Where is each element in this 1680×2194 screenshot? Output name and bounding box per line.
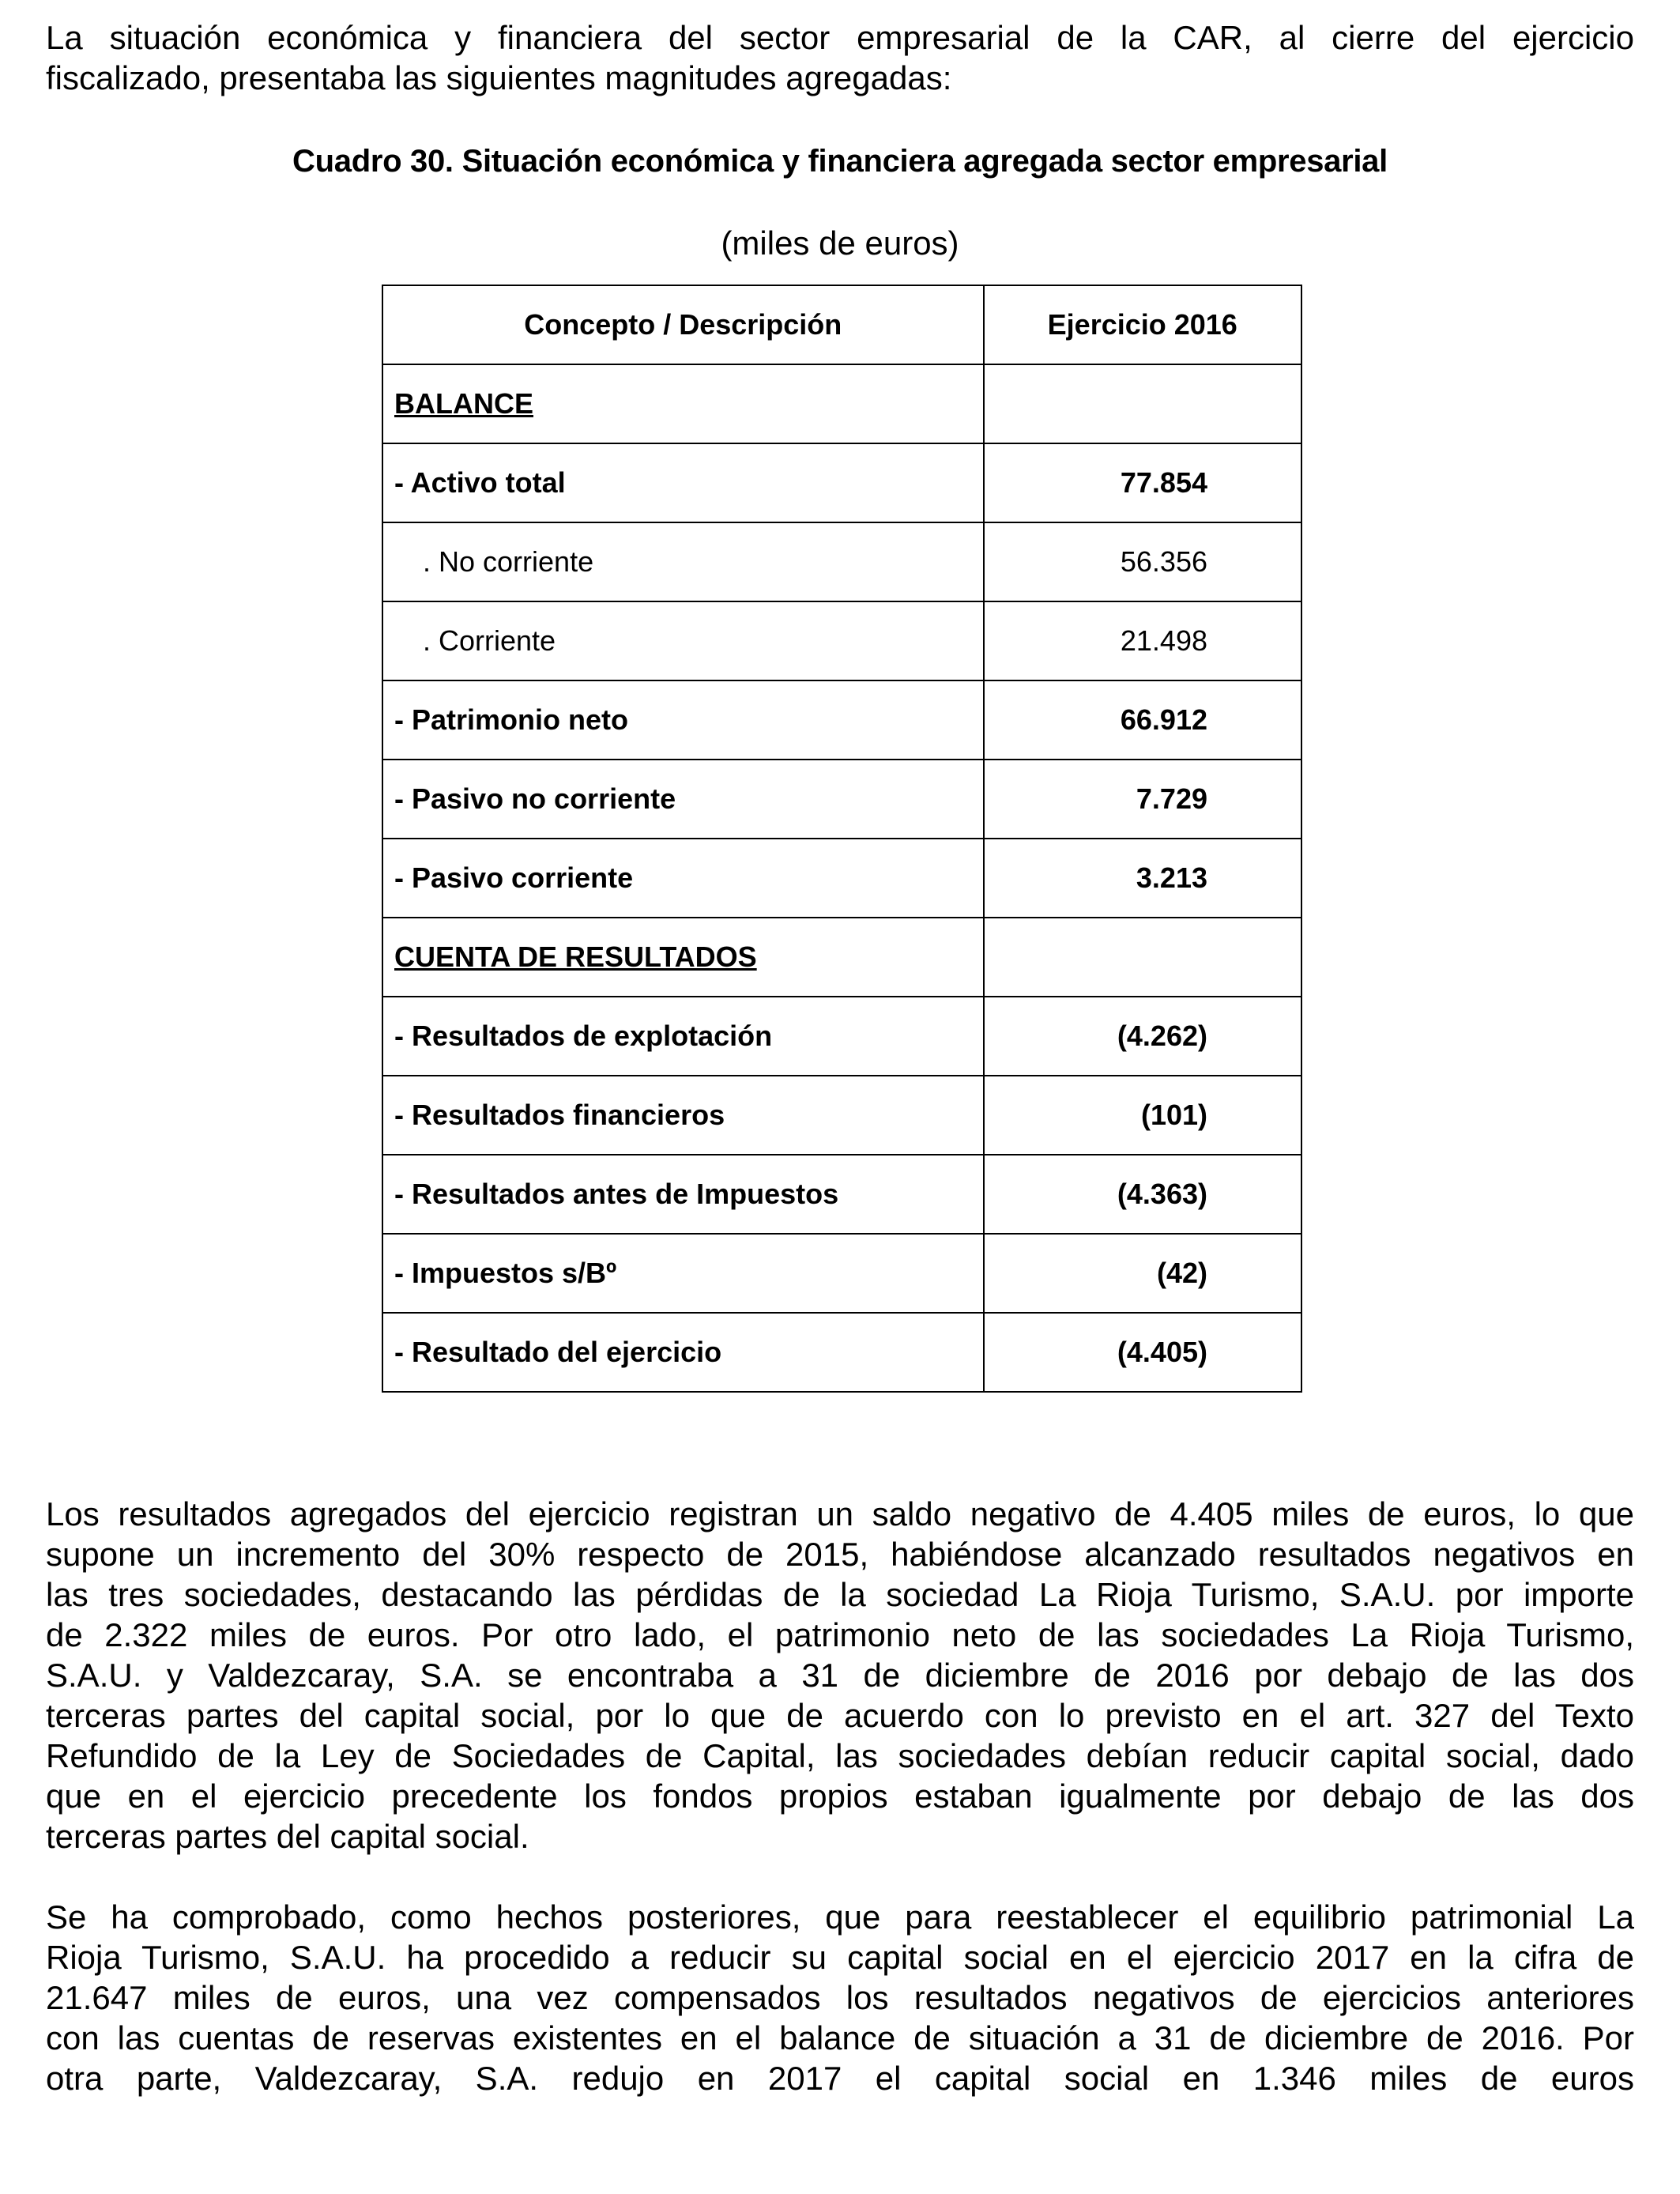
row-value: 21.498 bbox=[984, 601, 1302, 680]
row-label: - Resultado del ejercicio bbox=[382, 1313, 984, 1392]
table-units: (miles de euros) bbox=[721, 224, 959, 262]
row-value: (4.363) bbox=[984, 1155, 1302, 1234]
row-value bbox=[984, 918, 1302, 997]
row-label: - Resultados de explotación bbox=[382, 997, 984, 1076]
paragraph-results bbox=[46, 1494, 1634, 1857]
row-value: (4.262) bbox=[984, 997, 1302, 1076]
table-row bbox=[382, 1155, 1301, 1234]
paragraph-line: Los resultados agregados del ejercicio registran un saldo negativo de 4.405 miles de euros, lo que bbox=[46, 1495, 1634, 1532]
intro-line: fiscalizado, presentaba las siguientes magnitudes agregadas: bbox=[46, 59, 952, 96]
paragraph-subsequent-events bbox=[46, 1897, 1634, 2098]
section-label-balance: BALANCE bbox=[394, 387, 533, 420]
row-label: - Patrimonio neto bbox=[382, 680, 984, 760]
table-row bbox=[382, 1313, 1301, 1392]
row-value: 66.912 bbox=[984, 680, 1302, 760]
section-label-resultados: CUENTA DE RESULTADOS bbox=[394, 941, 757, 973]
paragraph-line: S.A.U. y Valdezcaray, S.A. se encontraba a 31 de diciembre de 2016 por debajo de las dos bbox=[46, 1657, 1634, 1694]
paragraph-line: terceras partes del capital social, por lo que de acuerdo con lo previsto en el art. 327 del Texto bbox=[46, 1697, 1634, 1734]
row-label: - Pasivo corriente bbox=[382, 839, 984, 918]
paragraph-line: Se ha comprobado, como hechos posteriores, que para reestablecer el equilibrio patrimonial La bbox=[46, 1898, 1634, 1936]
body-text bbox=[46, 1494, 1634, 2098]
table-row bbox=[382, 760, 1301, 839]
paragraph-line: Rioja Turismo, S.A.U. ha procedido a reducir su capital social en el ejercicio 2017 en la cifra de bbox=[46, 1939, 1634, 1976]
paragraph-line: las tres sociedades, destacando las pérdidas de la sociedad La Rioja Turismo, S.A.U. por importe bbox=[46, 1576, 1634, 1613]
table-row bbox=[382, 997, 1301, 1076]
table-row bbox=[382, 918, 1301, 997]
table-row bbox=[382, 522, 1301, 601]
header-concept: Concepto / Descripción bbox=[382, 285, 984, 364]
paragraph-line: otra parte, Valdezcaray, S.A. redujo en 2017 el capital social en 1.346 miles de euros bbox=[46, 2060, 1634, 2097]
row-value: 77.854 bbox=[984, 443, 1302, 522]
row-label: . No corriente bbox=[382, 522, 984, 601]
row-value: 56.356 bbox=[984, 522, 1302, 601]
row-label: - Activo total bbox=[382, 443, 984, 522]
table-row bbox=[382, 364, 1301, 443]
row-label: - Resultados antes de Impuestos bbox=[382, 1155, 984, 1234]
table-caption: Cuadro 30. Situación económica y financiera agregada sector empresarial bbox=[292, 144, 1388, 179]
table-row bbox=[382, 680, 1301, 760]
table-row bbox=[382, 443, 1301, 522]
header-year: Ejercicio 2016 bbox=[984, 285, 1302, 364]
paragraph-line: que en el ejercicio precedente los fondos propios estaban igualmente por debajo de las dos bbox=[46, 1777, 1634, 1815]
financial-table bbox=[382, 285, 1302, 1393]
document-page bbox=[46, 17, 1634, 2097]
table-row bbox=[382, 601, 1301, 680]
row-label: . Corriente bbox=[382, 601, 984, 680]
paragraph-line: de 2.322 miles de euros. Por otro lado, el patrimonio neto de las sociedades La Rioja Turismo, bbox=[46, 1616, 1634, 1653]
table-row bbox=[382, 1076, 1301, 1155]
paragraph-line: 21.647 miles de euros, una vez compensados los resultados negativos de ejercicios anteriores bbox=[46, 1979, 1634, 2016]
table-row bbox=[382, 1234, 1301, 1313]
row-value bbox=[984, 364, 1302, 443]
row-label: - Impuestos s/Bº bbox=[382, 1234, 984, 1313]
table-header-row bbox=[382, 285, 1301, 364]
row-label: - Resultados financieros bbox=[382, 1076, 984, 1155]
paragraph-line: terceras partes del capital social. bbox=[46, 1818, 529, 1855]
intro-line: La situación económica y financiera del sector empresarial de la CAR, al cierre del ejercicio bbox=[46, 19, 1634, 56]
row-value: 3.213 bbox=[984, 839, 1302, 918]
row-value: (4.405) bbox=[984, 1313, 1302, 1392]
row-value: 7.729 bbox=[984, 760, 1302, 839]
paragraph-line: supone un incremento del 30% respecto de 2015, habiéndose alcanzado resultados negativos en bbox=[46, 1536, 1634, 1573]
paragraph-line: Refundido de la Ley de Sociedades de Capital, las sociedades debían reducir capital social, dado bbox=[46, 1737, 1634, 1774]
table-row bbox=[382, 839, 1301, 918]
paragraph-line: con las cuentas de reservas existentes en el balance de situación a 31 de diciembre de 2016. Por bbox=[46, 2019, 1634, 2056]
row-label: - Pasivo no corriente bbox=[382, 760, 984, 839]
row-value: (42) bbox=[984, 1234, 1302, 1313]
intro-paragraph bbox=[46, 17, 1634, 98]
row-value: (101) bbox=[984, 1076, 1302, 1155]
